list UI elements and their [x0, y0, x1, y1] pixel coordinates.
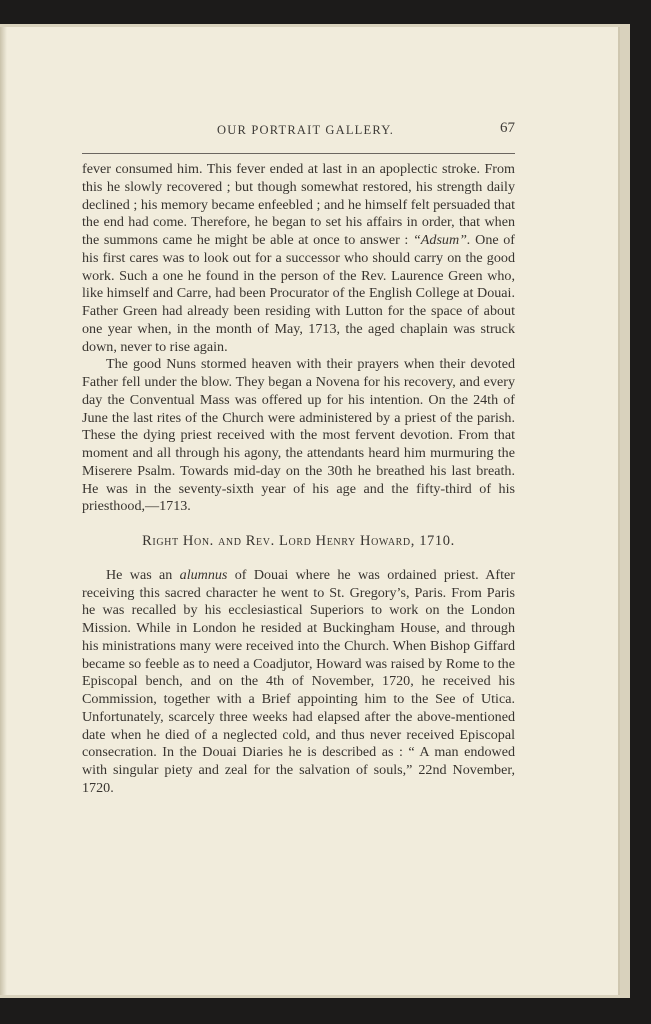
page-body	[82, 161, 515, 798]
adsum-quote: “Adsum”.	[412, 232, 471, 248]
alumnus-term: alumnus	[179, 566, 228, 583]
paragraph-1-continued: One of his first cares was to look out for a successor who should carry on the good work. Such a one he found in the person of the Rev. Laurence Green who, like himself and Carre, had been Procurator of the English College at Douai. Father Green had already been residing with Lutton for the space of about one year when, in the month of May, 1713, the aged chaplain was struck down, never to rise again.	[82, 232, 515, 355]
page-number: 67	[500, 120, 515, 136]
binding-edge	[0, 27, 7, 995]
paragraph-1-text: fever consumed him. This fever ended at last in an apoplectic stroke. From this he slowly recovered ; but though somewhat restored, his strength daily declined ; his memory became enfeebled ; and he himself felt persuaded that the end had come. Therefore, he began to set his affairs in order, that when the summons came he might be able at once to answer :	[82, 161, 515, 248]
section-heading: Right Hon. and Rev. Lord Henry Howard, 1710.	[142, 533, 455, 549]
running-title: OUR PORTRAIT GALLERY.	[217, 123, 395, 137]
paragraph-1	[82, 161, 515, 356]
paragraph-3-text: of Douai where he was ordained priest. After receiving this sacred character he went to St. Gregory’s, Paris. From Paris he was recalled by his ecclesiastical Superiors to work on the London Mission. While in London he resided at Buckingham House, and through his ministrations many were received into the Church. When Bishop Giffard became so feeble as to need a Coadjutor, Howard was raised by Rome to the Episcopal bench, and on the 4th of November, 1720, he received his Commission, together with a Brief appointing him to the See of Utica. Unfortunately, scarcely three weeks had elapsed after the above-mentioned date when he died of a neglected cold, and thus never received Episcopal consecration. In the Douai Diaries he is described as : “ A man endowed with singular piety and zeal for the salvation of souls,” 22nd November, 1720.	[82, 566, 515, 796]
page-header	[82, 120, 515, 140]
paragraph-3-start: He was an	[106, 566, 173, 583]
paragraph-3	[82, 567, 515, 798]
header-rule	[82, 153, 515, 154]
paragraph-2: The good Nuns stormed heaven with their prayers when their devoted Father fell under the blow. They began a Novena for his recovery, and every day the Conventual Mass was offered up for his intention. On the 24th of June the last rites of the Church were administered by a priest of the parish. These the dying priest received with the most fervent devotion. From that moment and all through his agony, the attendants heard him murmuring the Miserere Psalm. Towards mid-day on the 30th he breathed his last breath. He was in the seventy-sixth year of his age and the fifty-third of his priesthood,—1713.	[82, 356, 515, 515]
